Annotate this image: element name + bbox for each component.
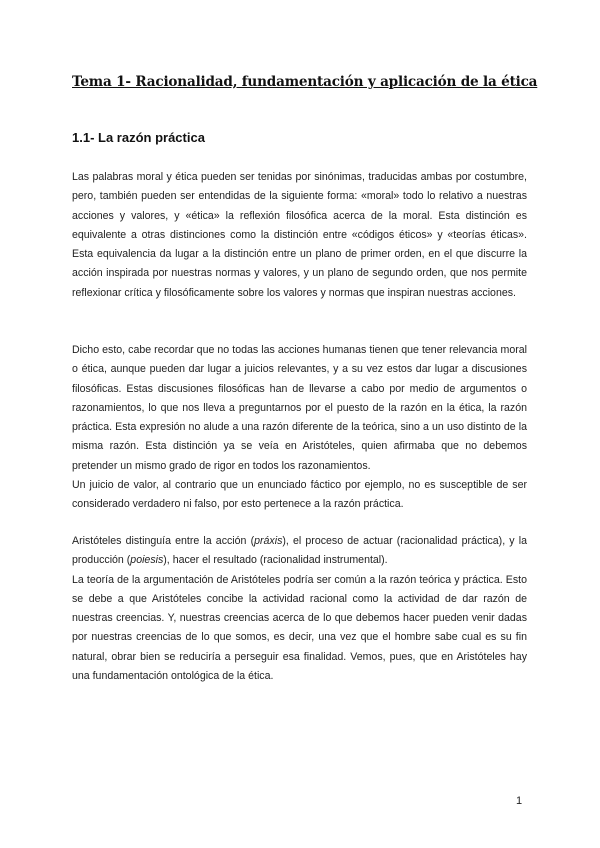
paragraph-2b-text: Un juicio de valor, al contrario que un enunciado fáctico por ejemplo, no es susceptible de ser considerado verdadero ni falso, por esto pertenece a la razón práctica. xyxy=(72,479,527,511)
document-title: Tema 1- Racionalidad, fundamentación y aplicación de la ética xyxy=(72,74,538,90)
term-poiesis: poiesis xyxy=(130,554,164,567)
paragraph-3b-text: La teoría de la argumentación de Aristóteles podría ser común a la razón teórica y práctica. Esto se debe a que Aristóteles concibe la actividad racional como la actividad de dar razón de nuestras creencias. Y, nuestras creencias acerca de lo que debemos hacer pueden venir dadas por nuestras creencias de lo que somos, es decir, una vez que el hombre sabe cual es su fin natural, obrar bien se reduciría a perseguir esa finalidad. Vemos, pues, que en Aristóteles hay una fundamentación ontológica de la ética. xyxy=(72,573,527,683)
term-praxis: práxis xyxy=(254,535,283,547)
paragraph-3 xyxy=(72,532,527,686)
paragraph-3a-mid: ), el proceso de actuar (racionalidad práctica), y la producción ( xyxy=(72,535,527,567)
paragraph-2a-text: Dicho esto, cabe recordar que no todas las acciones humanas tienen que tener relevancia moral o ética, aunque pueden dar lugar a juicios relevantes, y a su vez estos dar lugar a discusiones filosóficas. Estas discusiones filosóficas han de llevarse a cabo por medio de argumentos o razonamientos, lo que nos lleva a preguntarnos por el puesto de la razón en la ética, la razón práctica. Esta expresión no alude a una razón diferente de la teórica, sino a un uso distinto de la misma razón. Esta distinción ya se veía en Aristóteles, quien afirmaba que no debemos pretender un mismo grado de rigor en todos los razonamientos. xyxy=(72,344,527,472)
paragraph-3a-post: ), hacer el resultado (racionalidad instrumental). xyxy=(163,554,388,567)
section-heading: 1.1- La razón práctica xyxy=(72,130,205,145)
paragraph-2 xyxy=(72,341,527,515)
page-number: 1 xyxy=(516,795,523,807)
paragraph-3a-pre: Aristóteles distinguía entre la acción ( xyxy=(72,535,255,547)
paragraph-1: Las palabras moral y ética pueden ser tenidas por sinónimas, traducidas ambas por costumbre, pero, también pueden ser entendidas de la siguiente forma: «moral» todo lo relativo a nuestras acciones y valores, y «ética» la reflexión filosófica acerca de la moral. Esta distinción es equivalente a otras distinciones como la distinción entre «códigos éticos» y «teorías éticas». Esta equivalencia da lugar a la distinción entre un plano de primer orden, en el que discurre la acción inspirada por nuestras normas y valores, y un plano de segundo orden, que nos permite reflexionar crítica y filosóficamente sobre los valores y normas que inspiran nuestras acciones. xyxy=(72,171,527,299)
